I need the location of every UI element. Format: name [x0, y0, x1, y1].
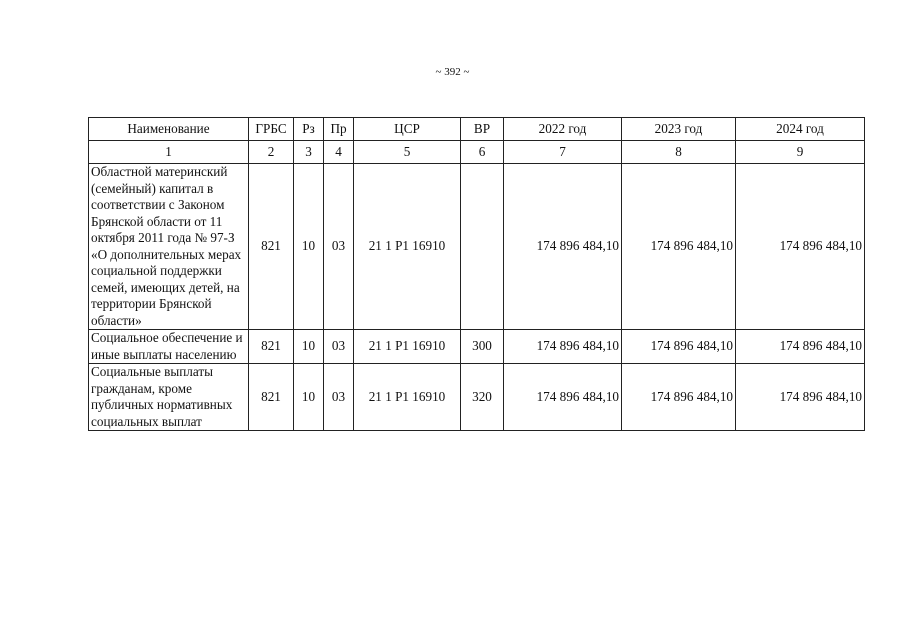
column-number: 5 [354, 141, 461, 164]
budget-table [88, 117, 865, 431]
row-amount-2024: 174 896 484,10 [736, 364, 865, 431]
row-name: Социальное обеспечение и иные выплаты населению [89, 330, 249, 364]
column-number: 2 [249, 141, 294, 164]
column-number: 4 [324, 141, 354, 164]
column-number: 9 [736, 141, 865, 164]
header-grbs: ГРБС [249, 118, 294, 141]
header-csr: ЦСР [354, 118, 461, 141]
header-pr: Пр [324, 118, 354, 141]
row-amount-2022: 174 896 484,10 [504, 330, 622, 364]
header-2023: 2023 год [622, 118, 736, 141]
row-amount-2024: 174 896 484,10 [736, 164, 865, 330]
row-rz: 10 [294, 364, 324, 431]
row-grbs: 821 [249, 164, 294, 330]
row-grbs: 821 [249, 364, 294, 431]
row-csr: 21 1 Р1 16910 [354, 364, 461, 431]
header-rz: Рз [294, 118, 324, 141]
column-number: 1 [89, 141, 249, 164]
row-vr [461, 164, 504, 330]
page-number: ~ 392 ~ [435, 66, 470, 78]
row-csr: 21 1 Р1 16910 [354, 164, 461, 330]
row-name: Социальные выплаты гражданам, кроме публичных нормативных социальных выплат [89, 364, 249, 431]
header-2022: 2022 год [504, 118, 622, 141]
row-vr: 300 [461, 330, 504, 364]
row-amount-2023: 174 896 484,10 [622, 364, 736, 431]
row-amount-2022: 174 896 484,10 [504, 364, 622, 431]
row-rz: 10 [294, 330, 324, 364]
header-row [89, 118, 865, 141]
row-amount-2024: 174 896 484,10 [736, 330, 865, 364]
column-number: 8 [622, 141, 736, 164]
row-pr: 03 [324, 364, 354, 431]
row-pr: 03 [324, 330, 354, 364]
row-amount-2023: 174 896 484,10 [622, 164, 736, 330]
row-rz: 10 [294, 164, 324, 330]
table-row [89, 364, 865, 431]
row-vr: 320 [461, 364, 504, 431]
row-pr: 03 [324, 164, 354, 330]
row-grbs: 821 [249, 330, 294, 364]
row-amount-2022: 174 896 484,10 [504, 164, 622, 330]
row-csr: 21 1 Р1 16910 [354, 330, 461, 364]
column-number: 3 [294, 141, 324, 164]
header-vr: ВР [461, 118, 504, 141]
table-row [89, 330, 865, 364]
column-number: 6 [461, 141, 504, 164]
column-number-row [89, 141, 865, 164]
row-name: Областной материнский (семейный) капитал в соответствии с Законом Брянской области от 11 октября 2011 года № 97-З «О дополнительных мерах социальной поддержки семей, имеющих детей, на территории Брянской области» [89, 164, 249, 330]
column-number: 7 [504, 141, 622, 164]
header-name: Наименование [89, 118, 249, 141]
row-amount-2023: 174 896 484,10 [622, 330, 736, 364]
header-2024: 2024 год [736, 118, 865, 141]
table-row [89, 164, 865, 330]
